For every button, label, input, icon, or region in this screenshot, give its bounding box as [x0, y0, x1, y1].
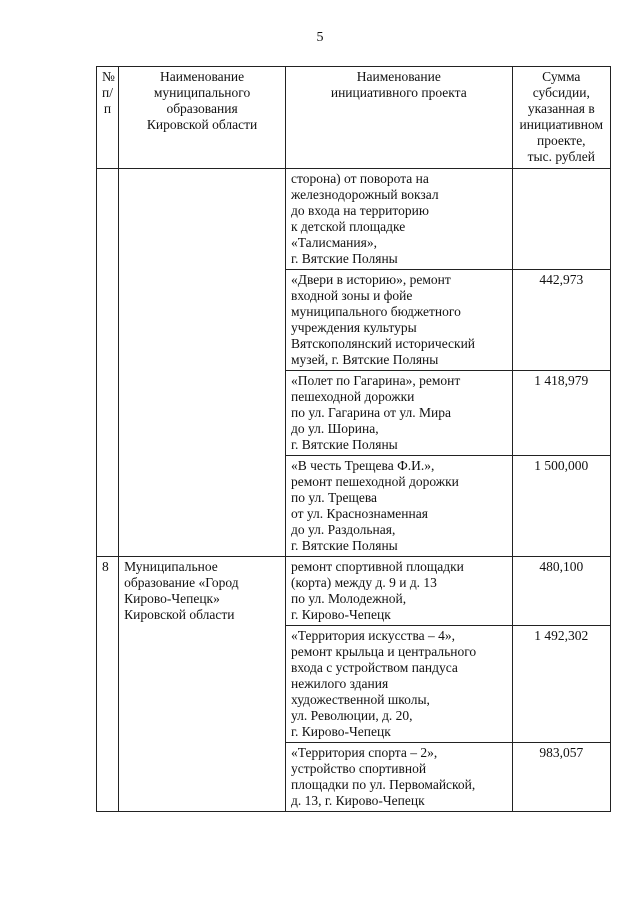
row-num	[97, 169, 119, 557]
row-amount: 1 500,000	[512, 456, 610, 557]
row-amount: 983,057	[512, 743, 610, 812]
row-amount: 1 492,302	[512, 626, 610, 743]
header-project: Наименование инициативного проекта	[286, 67, 513, 169]
page-number: 5	[316, 30, 324, 45]
row-municipality	[119, 169, 286, 557]
row-amount: 1 418,979	[512, 371, 610, 456]
row-municipality: Муниципальное образование «Город Кирово-Чепецк» Кировской области	[119, 557, 286, 812]
table-row	[97, 169, 611, 270]
row-project: «Двери в историю», ремонт входной зоны и фойе муниципального бюджетного учреждения культуры Вятскополянский исторический музей, г. Вятские Поляны	[286, 270, 513, 371]
row-project: ремонт спортивной площадки (корта) между д. 9 и д. 13 по ул. Молодежной, г. Кирово-Чепецк	[286, 557, 513, 626]
row-project: «Территория искусства – 4», ремонт крыльца и центрального входа с устройством пандуса нежилого здания художественной школы, ул. Революции, д. 20, г. Кирово-Чепецк	[286, 626, 513, 743]
row-project: сторона) от поворота на железнодорожный вокзал до входа на территорию к детской площадке «Талисмания», г. Вятские Поляны	[286, 169, 513, 270]
row-project: «В честь Трещева Ф.И.», ремонт пешеходной дорожки по ул. Трещева от ул. Краснознаменная до ул. Раздольная, г. Вятские Поляны	[286, 456, 513, 557]
row-project: «Полет по Гагарина», ремонт пешеходной дорожки по ул. Гагарина от ул. Мира до ул. Шорина, г. Вятские Поляны	[286, 371, 513, 456]
subsidy-table	[96, 66, 611, 812]
row-amount: 480,100	[512, 557, 610, 626]
row-project: «Территория спорта – 2», устройство спортивной площадки по ул. Первомайской, д. 13, г. Кирово-Чепецк	[286, 743, 513, 812]
row-amount: 442,973	[512, 270, 610, 371]
table-row	[97, 557, 611, 626]
row-amount	[512, 169, 610, 270]
header-amount: Сумма субсидии, указанная в инициативном проекте, тыс. рублей	[512, 67, 610, 169]
row-num: 8	[97, 557, 119, 812]
header-municipality: Наименование муниципального образования Кировской области	[119, 67, 286, 169]
table-header	[97, 67, 611, 169]
header-num: № п/п	[97, 67, 119, 169]
